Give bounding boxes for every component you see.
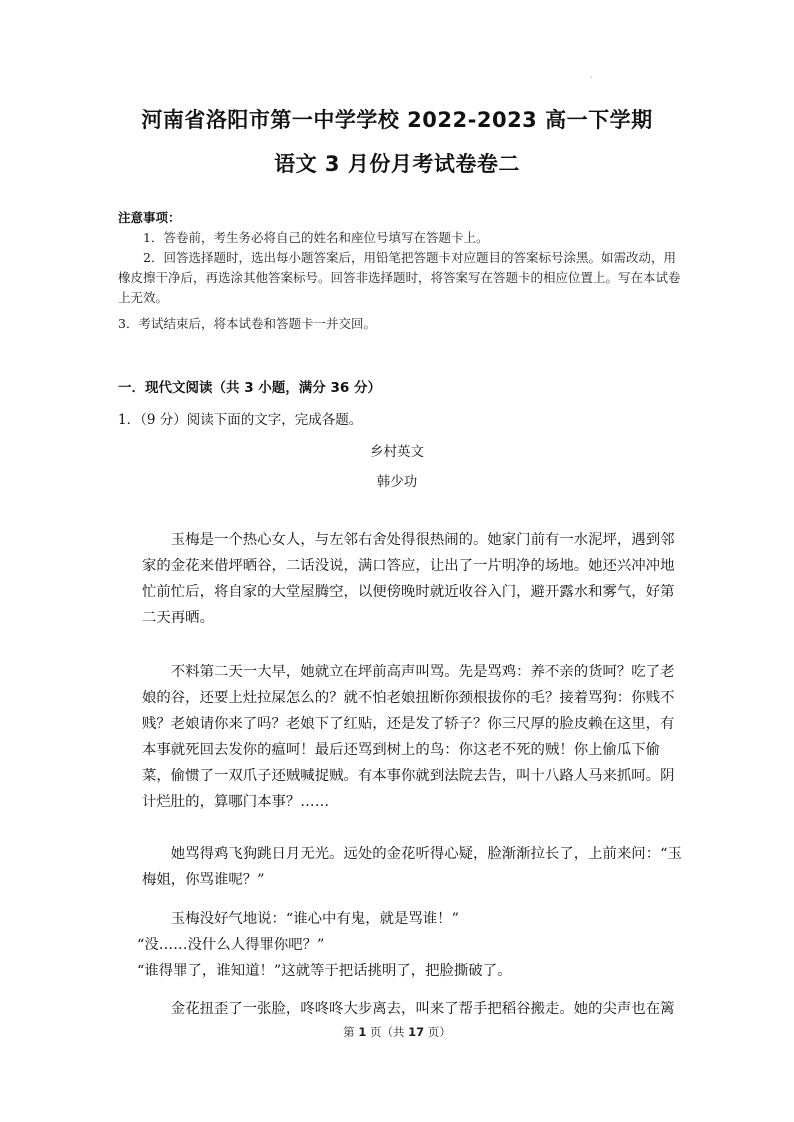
notice-item-3: 3．考试结束后，将本试卷和答题卡一并交回。 — [118, 316, 376, 331]
footer-middle: 页（共 — [366, 1025, 409, 1039]
footer-suffix: 页） — [424, 1025, 451, 1039]
story-author: 韩少功 — [376, 474, 418, 490]
section-heading: 一．现代文阅读（共 3 小题，满分 36 分） — [118, 380, 381, 396]
page-footer — [0, 1024, 794, 1040]
notice-heading: 注意事项： — [118, 210, 181, 225]
story-title: 乡村英文 — [370, 444, 424, 460]
story-paragraph-4: 玉梅没好气地说：“谁心中有鬼，就是骂谁！” — [170, 911, 459, 927]
scan-dot — [590, 76, 592, 78]
story-paragraph-7: 金花扭歪了一张脸，咚咚咚大步离去，叫来了帮手把稻谷搬走。她的尖声也在篱 — [170, 1001, 675, 1017]
notice-item-1: 1．答卷前，考生务必将自己的姓名和座位号填写在答题卡上。 — [143, 230, 489, 245]
footer-total-pages: 17 — [408, 1025, 425, 1039]
notice-item-2: 2．回答选择题时，选出每小题答案后，用铅笔把答题卡对应题目的答案标号涂黑。如需改动，用橡皮擦干净后，再选涂其他答案标号。回答非选择题时，将答案写在答题卡的相应位置上。写在本试卷上无效。 — [118, 250, 681, 305]
exam-title-line2: 语文 3 月份月考试卷卷二 — [274, 152, 520, 176]
footer-prefix: 第 — [343, 1025, 359, 1039]
story-paragraph-5: “没……没什么人得罪你吧？” — [137, 937, 325, 953]
footer-page-number: 1 — [358, 1025, 367, 1039]
question-1-prompt: 1．（9 分）阅读下面的文字，完成各题。 — [118, 412, 363, 428]
story-paragraph-3: 她骂得鸡飞狗跳日月无光。远处的金花听得心疑，脸渐渐拉长了，上前来问：“玉梅姐，你骂谁呢？” — [142, 846, 682, 888]
story-paragraph-1: 玉梅是一个热心女人，与左邻右舍处得很热闹的。她家门前有一水泥坪，遇到邻家的金花来借坪晒谷，二话没说，满口答应，让出了一片明净的场地。她还兴冲冲地忙前忙后，将自家的大堂屋腾空，以便傍晚时就近收谷入门，避开露水和雾气，好第二天再晒。 — [142, 532, 675, 626]
story-paragraph-6: “谁得罪了，谁知道！”这就等于把话挑明了，把脸撕破了。 — [137, 963, 512, 979]
exam-title-line1: 河南省洛阳市第一中学学校 2022-2023 高一下学期 — [141, 108, 653, 132]
story-paragraph-2: 不料第二天一大早，她就立在坪前高声叫骂。先是骂鸡：养不亲的货呵？吃了老娘的谷，还要上灶拉屎怎么的？就不怕老娘扭断你颈根拔你的毛？接着骂狗：你贱不贱？老娘请你来了吗？老娘下了红贴，还是发了轿子？你三尺厚的脸皮赖在这里，有本事就死回去发你的瘟呵！最后还骂到树上的鸟：你这老不死的贼！你上偷瓜下偷菜，偷惯了一双爪子还贼喊捉贼。有本事你就到法院去告，叫十八路人马来抓呵。阴计烂肚的，算哪门本事？…… — [142, 664, 675, 810]
